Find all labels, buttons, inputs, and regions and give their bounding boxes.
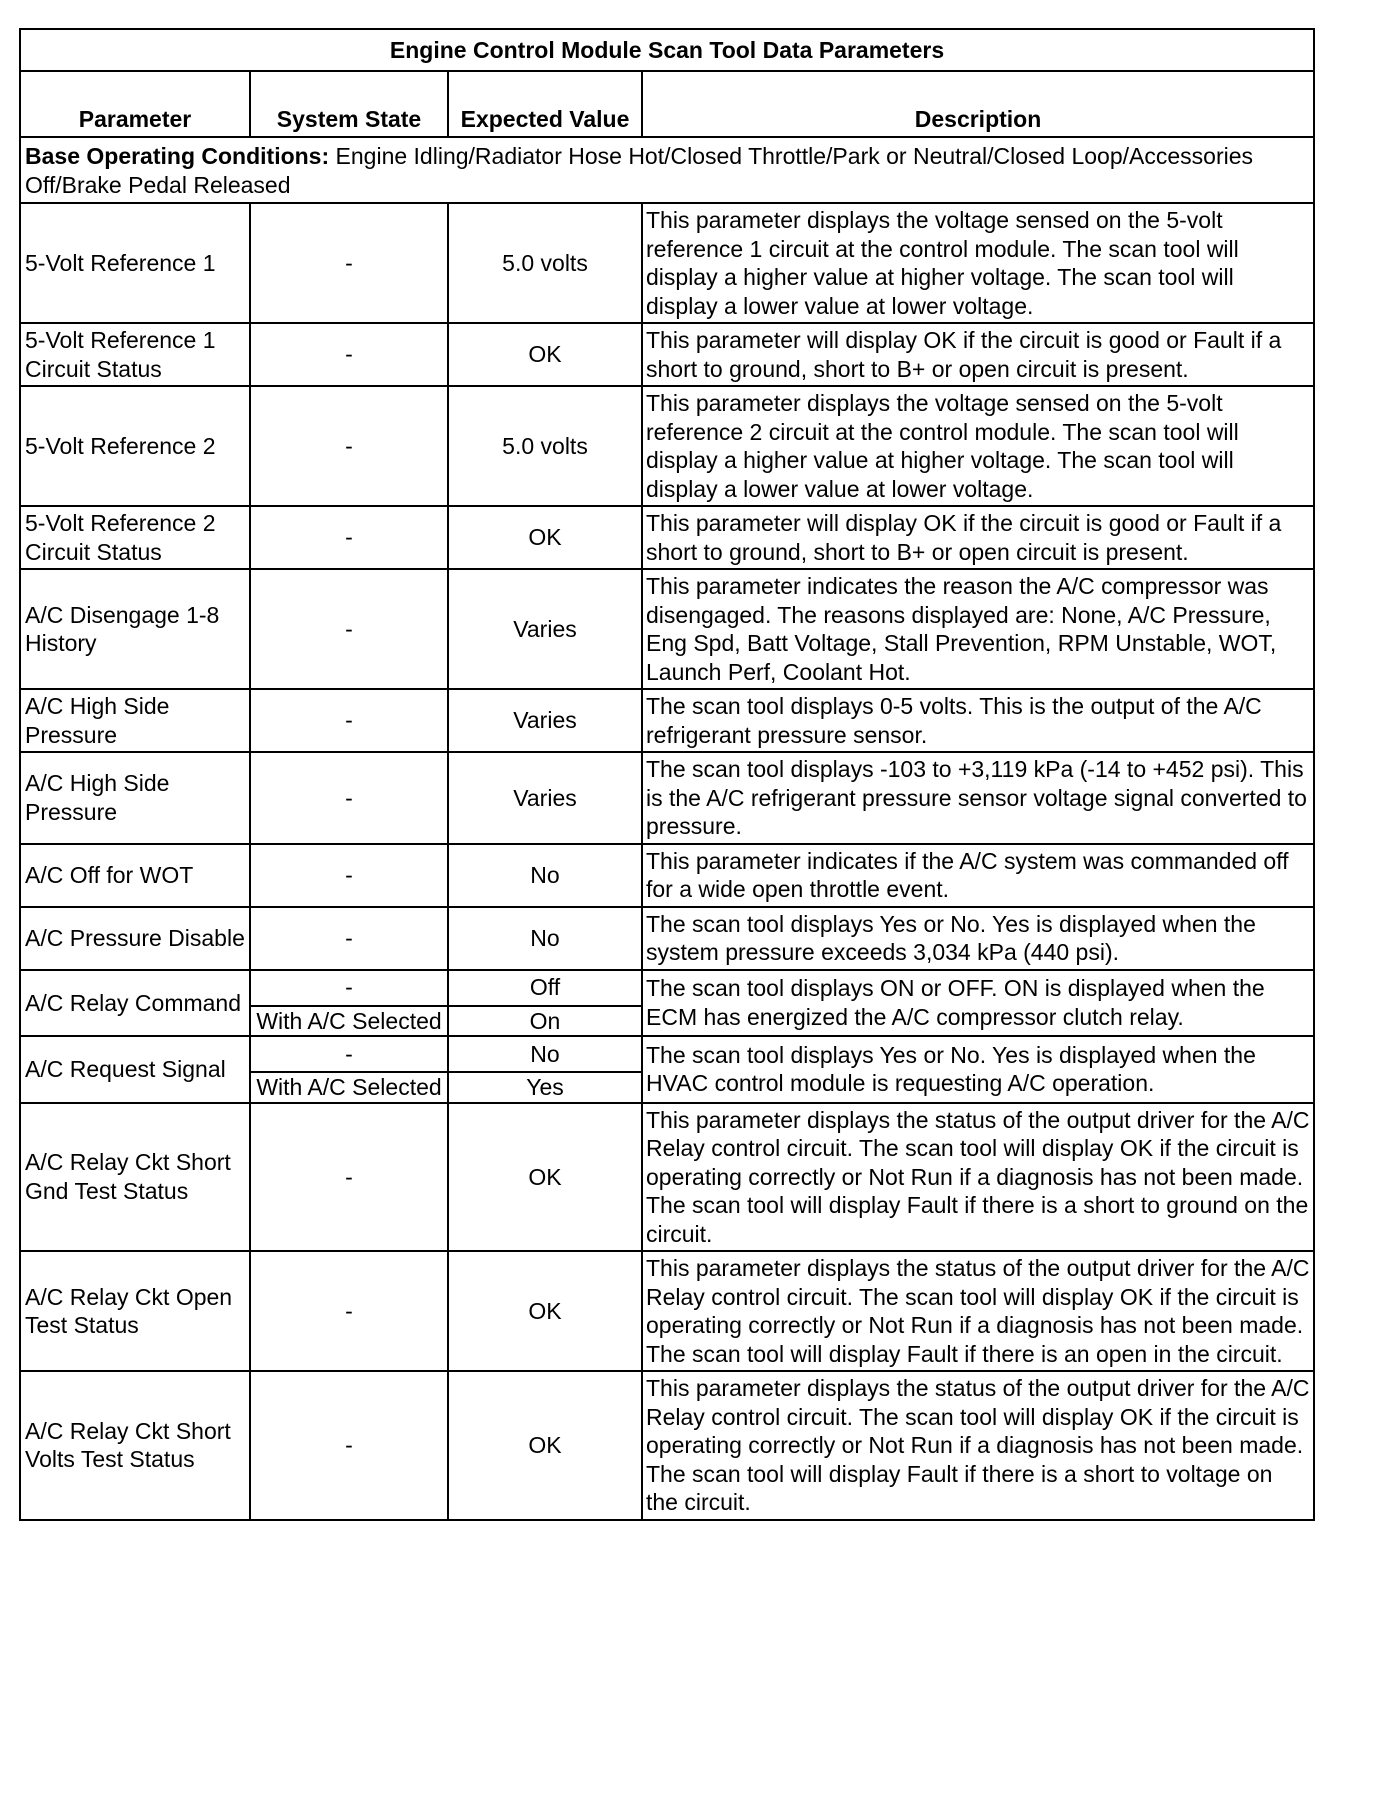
parameter-cell: A/C Relay Ckt Open Test Status <box>20 1251 250 1371</box>
table-row <box>20 752 1314 844</box>
description-cell: This parameter displays the status of the output driver for the A/C Relay control circuit. The scan tool will display OK if the circuit is operating correctly or Not Run if a diagnosis has not been made. The scan tool will display Fault if there is an open in the circuit. <box>642 1251 1314 1371</box>
description-cell: The scan tool displays Yes or No. Yes is displayed when the HVAC control module is requesting A/C operation. <box>642 1036 1314 1103</box>
table-row <box>20 569 1314 689</box>
value-cell: OK <box>448 1103 642 1252</box>
parameter-cell: A/C Disengage 1-8 History <box>20 569 250 689</box>
value-cell: Yes <box>448 1072 642 1103</box>
base-conditions-row <box>20 137 1314 203</box>
parameter-cell: A/C Relay Ckt Short Gnd Test Status <box>20 1103 250 1252</box>
state-cell: - <box>250 844 448 907</box>
header-expected-value: Expected Value <box>448 71 642 137</box>
table-row <box>20 970 1314 1006</box>
table-row <box>20 1371 1314 1520</box>
value-cell: Varies <box>448 689 642 752</box>
parameter-cell: A/C Request Signal <box>20 1036 250 1103</box>
value-cell: Varies <box>448 752 642 844</box>
header-row <box>20 71 1314 137</box>
table-row <box>20 689 1314 752</box>
table-row <box>20 386 1314 506</box>
description-cell: This parameter indicates the reason the A/C compressor was disengaged. The reasons displayed are: None, A/C Pressure, Eng Spd, Batt Voltage, Stall Prevention, RPM Unstable, WOT, Launch Perf, Coolant Hot. <box>642 569 1314 689</box>
description-cell: This parameter will display OK if the circuit is good or Fault if a short to ground, short to B+ or open circuit is present. <box>642 506 1314 569</box>
state-cell: With A/C Selected <box>250 1006 448 1037</box>
parameter-cell: A/C Pressure Disable <box>20 907 250 970</box>
description-cell: The scan tool displays Yes or No. Yes is displayed when the system pressure exceeds 3,034 kPa (440 psi). <box>642 907 1314 970</box>
base-conditions <box>20 137 1314 203</box>
parameter-cell: A/C Relay Ckt Short Volts Test Status <box>20 1371 250 1520</box>
table-row <box>20 1251 1314 1371</box>
state-cell: - <box>250 506 448 569</box>
header-system-state: System State <box>250 71 448 137</box>
value-cell: Varies <box>448 569 642 689</box>
state-cell: - <box>250 970 448 1006</box>
description-cell: The scan tool displays ON or OFF. ON is displayed when the ECM has energized the A/C compressor clutch relay. <box>642 970 1314 1037</box>
value-cell: 5.0 volts <box>448 386 642 506</box>
parameter-cell: 5-Volt Reference 1 <box>20 203 250 323</box>
value-cell: OK <box>448 323 642 386</box>
parameter-cell: 5-Volt Reference 2 Circuit Status <box>20 506 250 569</box>
description-cell: The scan tool displays 0-5 volts. This is the output of the A/C refrigerant pressure sensor. <box>642 689 1314 752</box>
table-row <box>20 907 1314 970</box>
state-cell: - <box>250 1251 448 1371</box>
parameter-cell: A/C Off for WOT <box>20 844 250 907</box>
description-cell: The scan tool displays -103 to +3,119 kPa (-14 to +452 psi). This is the A/C refrigerant pressure sensor voltage signal converted to pressure. <box>642 752 1314 844</box>
base-conditions-text: Engine Idling/Radiator Hose Hot/Closed Throttle/Park or Neutral/Closed Loop/Accessories Off/Brake Pedal Released <box>25 143 1254 198</box>
value-cell: OK <box>448 1251 642 1371</box>
parameter-cell: A/C High Side Pressure <box>20 752 250 844</box>
table-row <box>20 844 1314 907</box>
value-cell: OK <box>448 506 642 569</box>
description-cell: This parameter indicates if the A/C system was commanded off for a wide open throttle event. <box>642 844 1314 907</box>
description-cell: This parameter displays the status of the output driver for the A/C Relay control circuit. The scan tool will display OK if the circuit is operating correctly or Not Run if a diagnosis has not been made. The scan tool will display Fault if there is a short to ground on the circuit. <box>642 1103 1314 1252</box>
state-cell: - <box>250 1103 448 1252</box>
value-cell: No <box>448 1036 642 1072</box>
table-row <box>20 323 1314 386</box>
state-cell: - <box>250 689 448 752</box>
table-row <box>20 1036 1314 1072</box>
parameter-cell: A/C Relay Command <box>20 970 250 1037</box>
value-cell: 5.0 volts <box>448 203 642 323</box>
header-parameter: Parameter <box>20 71 250 137</box>
value-cell: No <box>448 907 642 970</box>
header-description: Description <box>642 71 1314 137</box>
state-cell: - <box>250 752 448 844</box>
description-cell: This parameter will display OK if the circuit is good or Fault if a short to ground, short to B+ or open circuit is present. <box>642 323 1314 386</box>
parameter-cell: 5-Volt Reference 1 Circuit Status <box>20 323 250 386</box>
value-cell: OK <box>448 1371 642 1520</box>
scan-tool-data-table <box>19 28 1315 1521</box>
base-conditions-label: Base Operating Conditions: <box>25 143 330 169</box>
table-row <box>20 203 1314 323</box>
state-cell: - <box>250 907 448 970</box>
state-cell: With A/C Selected <box>250 1072 448 1103</box>
description-cell: This parameter displays the voltage sensed on the 5-volt reference 2 circuit at the control module. The scan tool will display a higher value at higher voltage. The scan tool will display a lower value at lower voltage. <box>642 386 1314 506</box>
value-cell: Off <box>448 970 642 1006</box>
state-cell: - <box>250 1036 448 1072</box>
description-cell: This parameter displays the voltage sensed on the 5-volt reference 1 circuit at the control module. The scan tool will display a higher value at higher voltage. The scan tool will display a lower value at lower voltage. <box>642 203 1314 323</box>
parameter-cell: A/C High Side Pressure <box>20 689 250 752</box>
value-cell: No <box>448 844 642 907</box>
title-row <box>20 29 1314 71</box>
state-cell: - <box>250 323 448 386</box>
state-cell: - <box>250 203 448 323</box>
table-row <box>20 506 1314 569</box>
state-cell: - <box>250 1371 448 1520</box>
table-title: Engine Control Module Scan Tool Data Parameters <box>20 29 1314 71</box>
description-cell: This parameter displays the status of the output driver for the A/C Relay control circuit. The scan tool will display OK if the circuit is operating correctly or Not Run if a diagnosis has not been made. The scan tool will display Fault if there is a short to voltage on the circuit. <box>642 1371 1314 1520</box>
state-cell: - <box>250 569 448 689</box>
table-row <box>20 1103 1314 1252</box>
parameter-cell: 5-Volt Reference 2 <box>20 386 250 506</box>
value-cell: On <box>448 1006 642 1037</box>
state-cell: - <box>250 386 448 506</box>
